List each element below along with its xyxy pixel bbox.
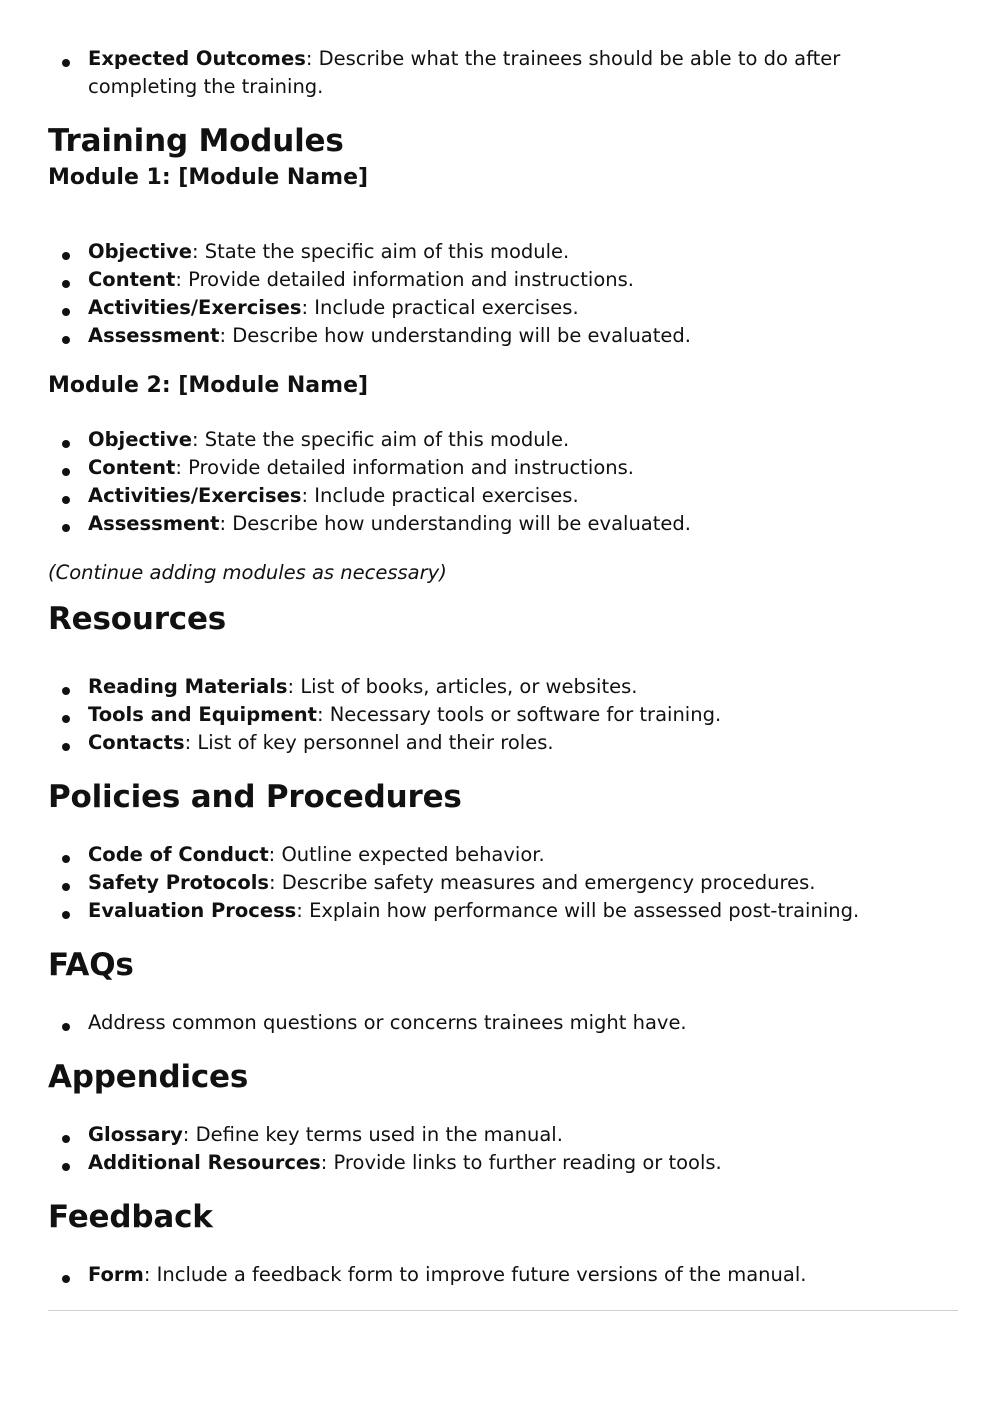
- module-2-list-wrap: [48, 426, 965, 538]
- item-term: Safety Protocols: [88, 871, 270, 894]
- item-desc: : State the specific aim of this module.: [191, 428, 570, 451]
- list-item: [48, 510, 965, 538]
- item-term: Contacts: [88, 731, 185, 754]
- item-term: Additional Resources: [88, 1151, 321, 1174]
- list-item: [48, 426, 965, 454]
- bullet-icon: [62, 743, 70, 751]
- bullet-icon: [62, 496, 70, 504]
- list-item: [48, 45, 965, 101]
- item-desc: : Outline expected behavior.: [268, 843, 545, 866]
- module-2-heading: Module 2: [Module Name]: [48, 373, 369, 398]
- item-desc: : Provide detailed information and instructions.: [175, 268, 634, 291]
- list-item: [48, 482, 965, 510]
- appendices-section: [48, 1059, 965, 1095]
- item-term: Code of Conduct: [88, 843, 269, 866]
- faqs-list: [48, 1009, 965, 1037]
- resources-section: [48, 601, 965, 637]
- list-item: [48, 897, 965, 925]
- intro-section: [48, 45, 965, 101]
- item-term: Objective: [88, 428, 192, 451]
- bullet-icon: [62, 280, 70, 288]
- bullet-icon: [62, 855, 70, 863]
- list-item: [48, 1261, 965, 1289]
- list-item: [48, 266, 965, 294]
- bullet-icon: [62, 1163, 70, 1171]
- list-item: [48, 841, 965, 869]
- continue-note-wrap: [48, 559, 965, 587]
- item-desc: : Describe safety measures and emergency procedures.: [269, 871, 816, 894]
- item-desc: : Provide links to further reading or tools.: [320, 1151, 722, 1174]
- appendices-list: [48, 1121, 965, 1177]
- list-item: [48, 701, 965, 729]
- module-1-heading: Module 1: [Module Name]: [48, 165, 369, 190]
- module-1-list-wrap: [48, 238, 965, 350]
- section-heading-resources: Resources: [48, 601, 227, 637]
- list-item: [48, 322, 965, 350]
- continue-note: (Continue adding modules as necessary): [48, 561, 447, 584]
- bullet-icon: [62, 883, 70, 891]
- item-desc: : State the specific aim of this module.: [191, 240, 570, 263]
- item-desc: : Describe what the trainees should be able to do after completing the training.: [88, 47, 841, 98]
- section-heading-training-modules: Training Modules: [48, 123, 344, 159]
- training-modules-section: [48, 123, 965, 159]
- list-item: [48, 869, 965, 897]
- list-item: [48, 238, 965, 266]
- module-2-list: [48, 426, 965, 538]
- intro-list: [48, 45, 965, 101]
- list-item: [48, 454, 965, 482]
- item-desc: : Include a feedback form to improve future versions of the manual.: [143, 1263, 807, 1286]
- item-desc: : Describe how understanding will be evaluated.: [219, 324, 691, 347]
- module-1-list: [48, 238, 965, 350]
- item-desc: : Describe how understanding will be evaluated.: [219, 512, 691, 535]
- item-term: Assessment: [88, 512, 220, 535]
- section-heading-appendices: Appendices: [48, 1059, 249, 1095]
- item-term: Glossary: [88, 1123, 183, 1146]
- section-heading-policies: Policies and Procedures: [48, 779, 462, 815]
- list-item: [48, 1149, 965, 1177]
- list-item: [48, 673, 965, 701]
- item-term: Form: [88, 1263, 144, 1286]
- item-desc: : Include practical exercises.: [301, 296, 579, 319]
- bullet-icon: [62, 1135, 70, 1143]
- bullet-icon: [62, 308, 70, 316]
- item-term: Activities/Exercises: [88, 296, 302, 319]
- bullet-icon: [62, 911, 70, 919]
- list-item: [48, 1121, 965, 1149]
- section-heading-faqs: FAQs: [48, 947, 134, 983]
- bullet-icon: [62, 687, 70, 695]
- item-desc: : Define key terms used in the manual.: [182, 1123, 563, 1146]
- faqs-list-wrap: [48, 1009, 965, 1037]
- bullet-icon: [62, 1023, 70, 1031]
- resources-list-wrap: [48, 673, 965, 757]
- item-desc: : List of books, articles, or websites.: [287, 675, 638, 698]
- resources-list: [48, 673, 965, 757]
- item-desc: : Necessary tools or software for training.: [316, 703, 722, 726]
- item-term: Activities/Exercises: [88, 484, 302, 507]
- policies-list-wrap: [48, 841, 965, 925]
- item-desc: : Explain how performance will be assessed post-training.: [296, 899, 860, 922]
- policies-list: [48, 841, 965, 925]
- page-divider: [48, 1310, 958, 1311]
- item-term: Assessment: [88, 324, 220, 347]
- item-term: Expected Outcomes: [88, 47, 306, 70]
- item-desc: : Provide detailed information and instructions.: [175, 456, 634, 479]
- item-desc: Address common questions or concerns trainees might have.: [88, 1011, 687, 1034]
- bullet-icon: [62, 336, 70, 344]
- bullet-icon: [62, 715, 70, 723]
- feedback-section: [48, 1199, 965, 1235]
- bullet-icon: [62, 440, 70, 448]
- item-term: Evaluation Process: [88, 899, 297, 922]
- item-term: Tools and Equipment: [88, 703, 317, 726]
- section-heading-feedback: Feedback: [48, 1199, 213, 1235]
- item-term: Objective: [88, 240, 192, 263]
- bullet-icon: [62, 59, 70, 67]
- bullet-icon: [62, 1275, 70, 1283]
- module-2-heading-wrap: [48, 372, 965, 400]
- feedback-list-wrap: [48, 1261, 965, 1289]
- item-desc: : List of key personnel and their roles.: [184, 731, 554, 754]
- policies-section: [48, 779, 965, 815]
- feedback-list: [48, 1261, 965, 1289]
- bullet-icon: [62, 252, 70, 260]
- list-item: [48, 729, 965, 757]
- item-term: Content: [88, 456, 176, 479]
- item-term: Content: [88, 268, 176, 291]
- faqs-section: [48, 947, 965, 983]
- bullet-icon: [62, 468, 70, 476]
- appendices-list-wrap: [48, 1121, 965, 1177]
- bullet-icon: [62, 524, 70, 532]
- list-item: [48, 1009, 965, 1037]
- item-term: Reading Materials: [88, 675, 288, 698]
- module-1-heading-wrap: [48, 164, 965, 192]
- list-item: [48, 294, 965, 322]
- item-desc: : Include practical exercises.: [301, 484, 579, 507]
